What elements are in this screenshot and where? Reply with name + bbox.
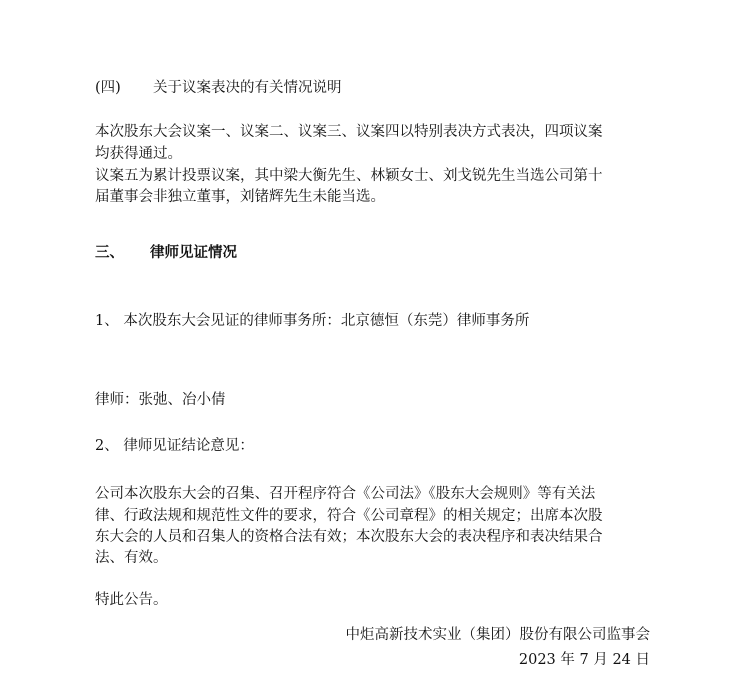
conclusion-line-4: 法、有效。	[95, 550, 168, 566]
section-3-number: 三、	[95, 244, 124, 261]
cumulative-voting-line-2: 届董事会非独立董事，刘锗辉先生未能当选。	[95, 189, 385, 205]
section-4-title: 关于议案表决的有关情况说明	[153, 80, 342, 96]
conclusion-line-1: 公司本次股东大会的召集、召开程序符合《公司法》《股东大会规则》等有关法	[95, 486, 596, 502]
announcement-closing: 特此公告。	[95, 592, 168, 608]
voting-paragraph-line-2: 均获得通过。	[95, 146, 182, 162]
cumulative-voting-line-1: 议案五为累计投票议案，其中梁大衡先生、林颖女士、刘戈锐先生当选公司第十	[95, 168, 603, 184]
conclusion-line-3: 东大会的人员和召集人的资格合法有效；本次股东大会的表决程序和表决结果合	[95, 529, 603, 545]
conclusion-line-2: 律、行政法规和规范性文件的要求，符合《公司章程》的相关规定；出席本次股	[95, 508, 603, 524]
section-3-title: 律师见证情况	[150, 244, 237, 261]
voting-paragraph-line-1: 本次股东大会议案一、议案二、议案三、议案四以特别表决方式表决，四项议案	[95, 124, 603, 140]
lawyers-names: 律师：张弛、冶小倩	[95, 392, 226, 408]
section-4-number: (四)	[95, 80, 121, 96]
legal-opinion-heading: 2、 律师见证结论意见：	[95, 438, 254, 454]
signature-company: 中炬高新技术实业（集团）股份有限公司监事会	[345, 627, 650, 643]
law-firm-item: 1、 本次股东大会见证的律师事务所：北京德恒（东莞）律师事务所	[95, 313, 530, 329]
signature-date: 2023 年 7 月 24 日	[518, 652, 650, 668]
